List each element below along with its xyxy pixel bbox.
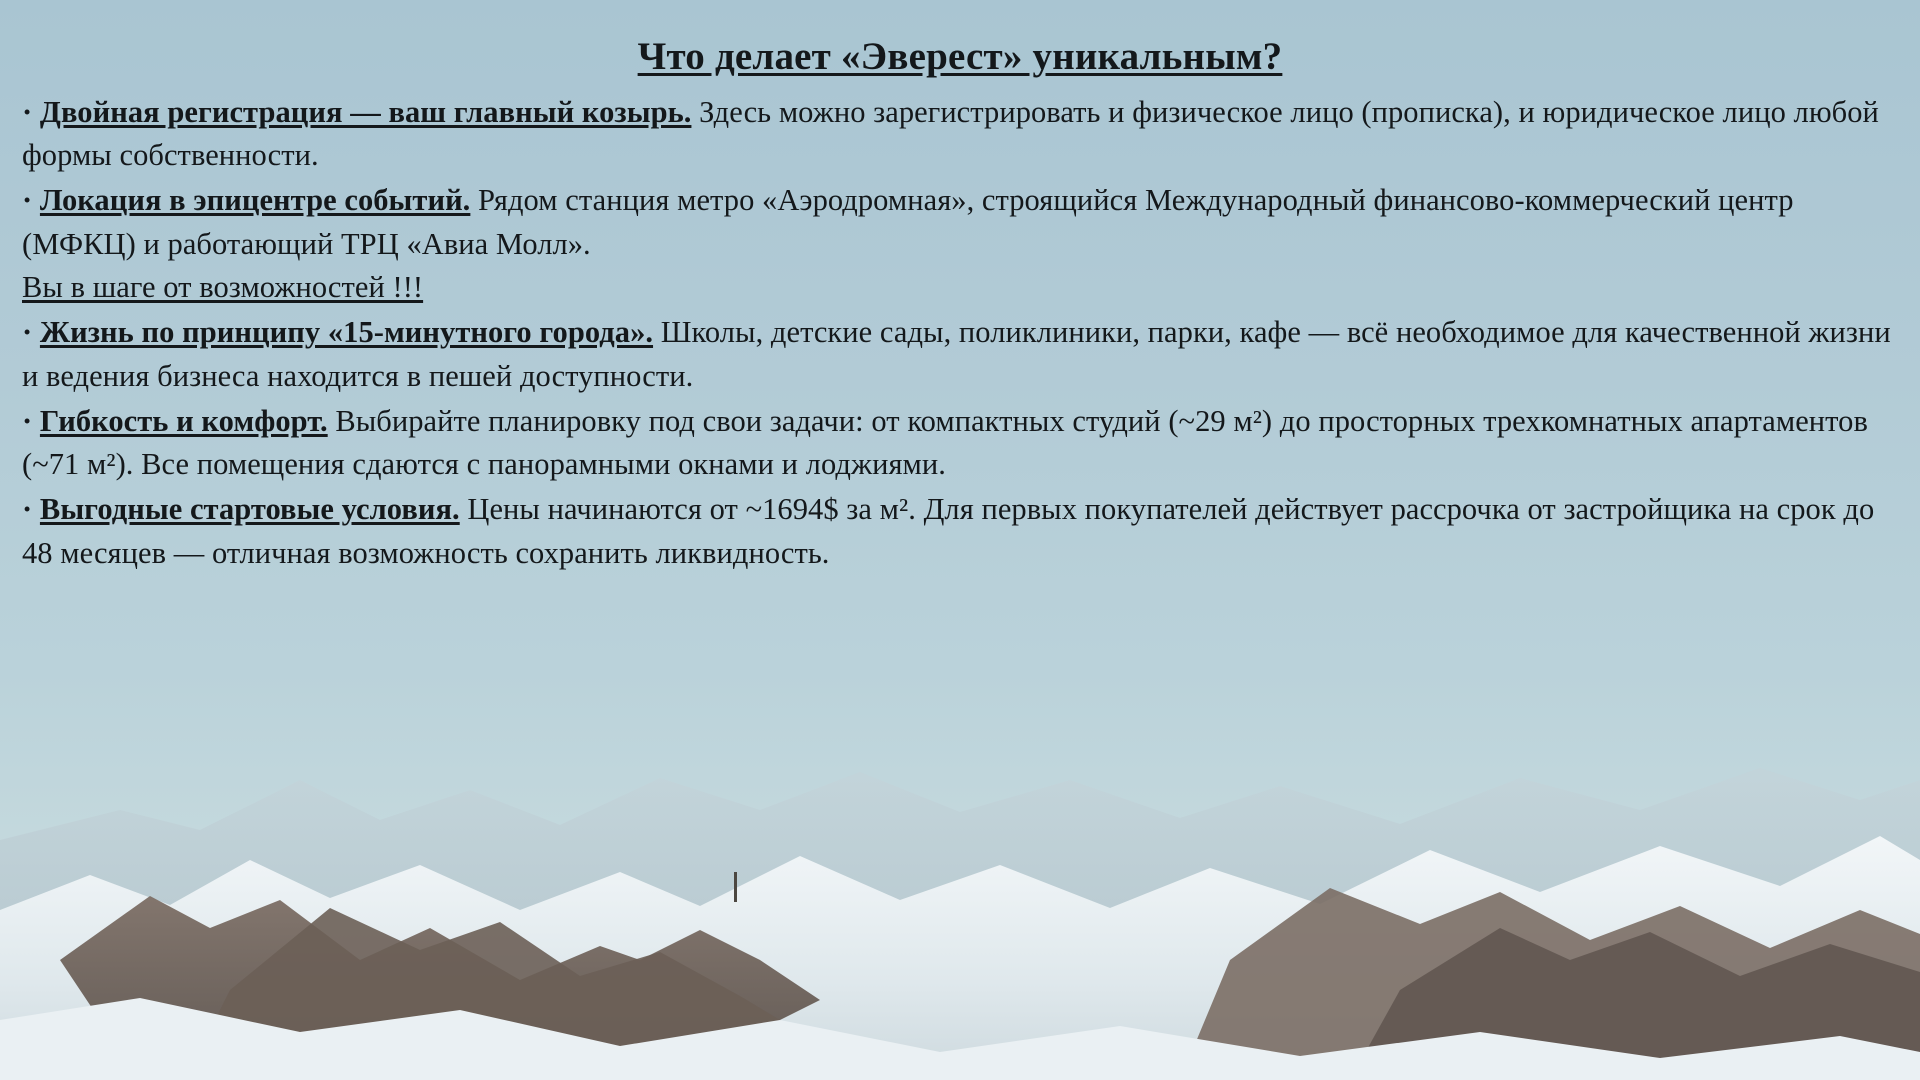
bullet-marker: ·	[22, 492, 33, 527]
benefits-list	[22, 91, 1898, 575]
list-item	[22, 311, 1898, 398]
bullet-note: Вы в шаге от возможностей !!!	[22, 269, 424, 304]
bullet-body: Здесь можно зарегистрировать и физическое лицо (прописка), и юридическое лицо любой формы собственности.	[22, 94, 1879, 173]
bullet-body: Цены начинаются от ~1694$ за м². Для первых покупателей действует рассрочка от застройщика на срок до 48 месяцев — отличная возможность сохранить ликвидность.	[22, 492, 1875, 570]
list-item	[22, 488, 1898, 575]
bullet-marker: ·	[22, 315, 33, 350]
page-title: Что делает «Эверест» уникальным?	[637, 35, 1283, 78]
bullet-marker: ·	[22, 183, 33, 218]
bullet-body: Выбирайте планировку под свои задачи: от компактных студий (~29 м²) до просторных трехкомнатных апартаментов (~71 м²). Все помещения сдаются с панорамными окнами и лоджиями.	[22, 403, 1868, 482]
bullet-marker: ·	[22, 94, 33, 129]
bullet-marker: ·	[22, 403, 33, 438]
bullet-lead: Двойная регистрация — ваш главный козырь.	[39, 94, 692, 129]
bullet-lead: Гибкость и комфорт.	[39, 403, 328, 438]
bullet-lead: Жизнь по принципу «15-минутного города».	[39, 315, 654, 350]
bullet-body: Рядом станция метро «Аэродромная», строящийся Международный финансово-коммерческий центр (МФКЦ) и работающий ТРЦ «Авиа Молл».	[22, 183, 1794, 261]
list-item	[22, 179, 1898, 309]
bullet-body: Школы, детские сады, поликлиники, парки, кафе — всё необходимое для качественной жизни и ведения бизнеса находится в пешей доступности.	[22, 315, 1891, 393]
list-item	[22, 91, 1898, 178]
mountain-range-image	[0, 660, 1920, 1080]
bullet-lead: Выгодные стартовые условия.	[39, 492, 460, 527]
list-item	[22, 400, 1898, 487]
bullet-lead: Локация в эпицентре событий.	[39, 183, 471, 218]
